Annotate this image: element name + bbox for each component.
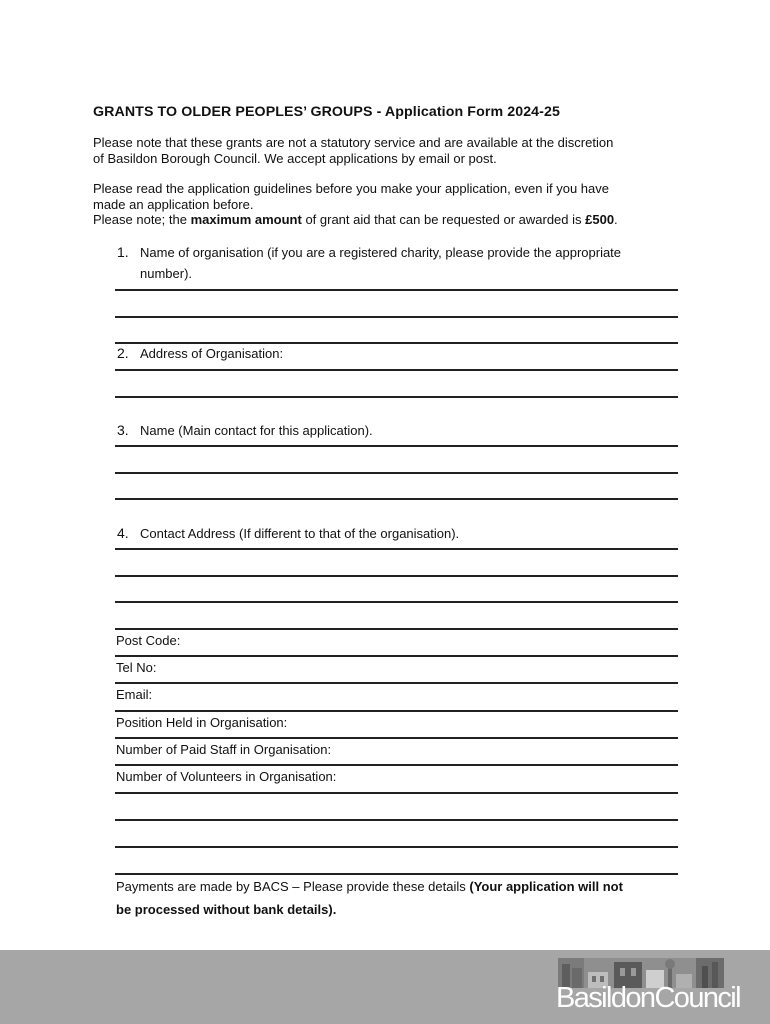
intro-paragraph-2: [93, 181, 693, 228]
payment-note-text: Payments are made by BACS – Please provide these details: [116, 879, 470, 894]
paid-staff-line[interactable]: [115, 764, 678, 766]
question-2-text: Address of Organisation:: [140, 346, 284, 361]
intro-p3: [93, 212, 693, 228]
position-label: Position Held in Organisation:: [116, 715, 288, 730]
answer-line[interactable]: [115, 396, 678, 398]
form-title: GRANTS TO OLDER PEOPLES’ GROUPS - Application Form 2024-25: [93, 104, 560, 120]
answer-line[interactable]: [115, 472, 678, 474]
post-code-label: Post Code:: [116, 633, 181, 648]
question-1-number: 1.: [117, 244, 129, 260]
answer-line[interactable]: [115, 873, 678, 875]
question-2: [117, 345, 283, 361]
answer-line[interactable]: [115, 445, 678, 447]
volunteers-line[interactable]: [115, 792, 678, 794]
post-code-line[interactable]: [115, 655, 678, 657]
intro-p2-line2: made an application before.: [93, 196, 254, 212]
position-line[interactable]: [115, 737, 678, 739]
answer-line[interactable]: [115, 575, 678, 577]
answer-line[interactable]: [115, 342, 678, 344]
max-amount-value: £500: [585, 212, 615, 227]
intro-p1-line1: Please note that these grants are not a statutory service and are available at the discretion: [93, 135, 614, 150]
answer-line[interactable]: [115, 316, 678, 318]
answer-line[interactable]: [115, 498, 678, 500]
answer-line[interactable]: [115, 846, 678, 848]
email-label: Email:: [116, 687, 153, 702]
question-2-number: 2.: [117, 345, 129, 361]
answer-line[interactable]: [115, 369, 678, 371]
intro-paragraph-1: [93, 135, 693, 166]
intro-p1-line2: of Basildon Borough Council. We accept applications by email or post.: [93, 150, 497, 166]
payment-note-line2: [116, 902, 336, 917]
question-4-text: Contact Address (If different to that of the organisation).: [140, 526, 460, 541]
intro-p3-end: .: [614, 212, 618, 227]
answer-line[interactable]: [115, 628, 678, 630]
answer-line[interactable]: [115, 289, 678, 291]
tel-no-label: Tel No:: [116, 660, 157, 675]
question-3-number: 3.: [117, 422, 129, 438]
question-4-number: 4.: [117, 525, 129, 541]
question-4: [117, 525, 459, 541]
question-3-text: Name (Main contact for this application).: [140, 423, 373, 438]
volunteers-label: Number of Volunteers in Organisation:: [116, 769, 337, 784]
question-1-text-cont: number).: [140, 266, 193, 281]
answer-line[interactable]: [115, 601, 678, 603]
payment-note-bold-cont: be processed without bank details).: [116, 902, 337, 917]
intro-p3-mid: of grant aid that can be requested or awarded is: [301, 212, 586, 227]
answer-line[interactable]: [115, 819, 678, 821]
tel-no-line[interactable]: [115, 682, 678, 684]
question-1: [117, 244, 621, 260]
payment-note-bold: (Your application will not: [469, 879, 623, 894]
payment-note-line1: [116, 879, 623, 894]
answer-line[interactable]: [115, 548, 678, 550]
intro-p3-pre: Please note; the: [93, 212, 191, 227]
intro-p2-line1: Please read the application guidelines before you make your application, even if you have: [93, 181, 610, 196]
council-logo-text: BasildonCouncil: [556, 982, 740, 1014]
max-amount-label: maximum amount: [190, 212, 302, 227]
question-3: [117, 422, 373, 438]
email-line[interactable]: [115, 710, 678, 712]
question-1-text: Name of organisation (if you are a registered charity, please provide the appropriate: [140, 245, 622, 260]
paid-staff-label: Number of Paid Staff in Organisation:: [116, 742, 332, 757]
